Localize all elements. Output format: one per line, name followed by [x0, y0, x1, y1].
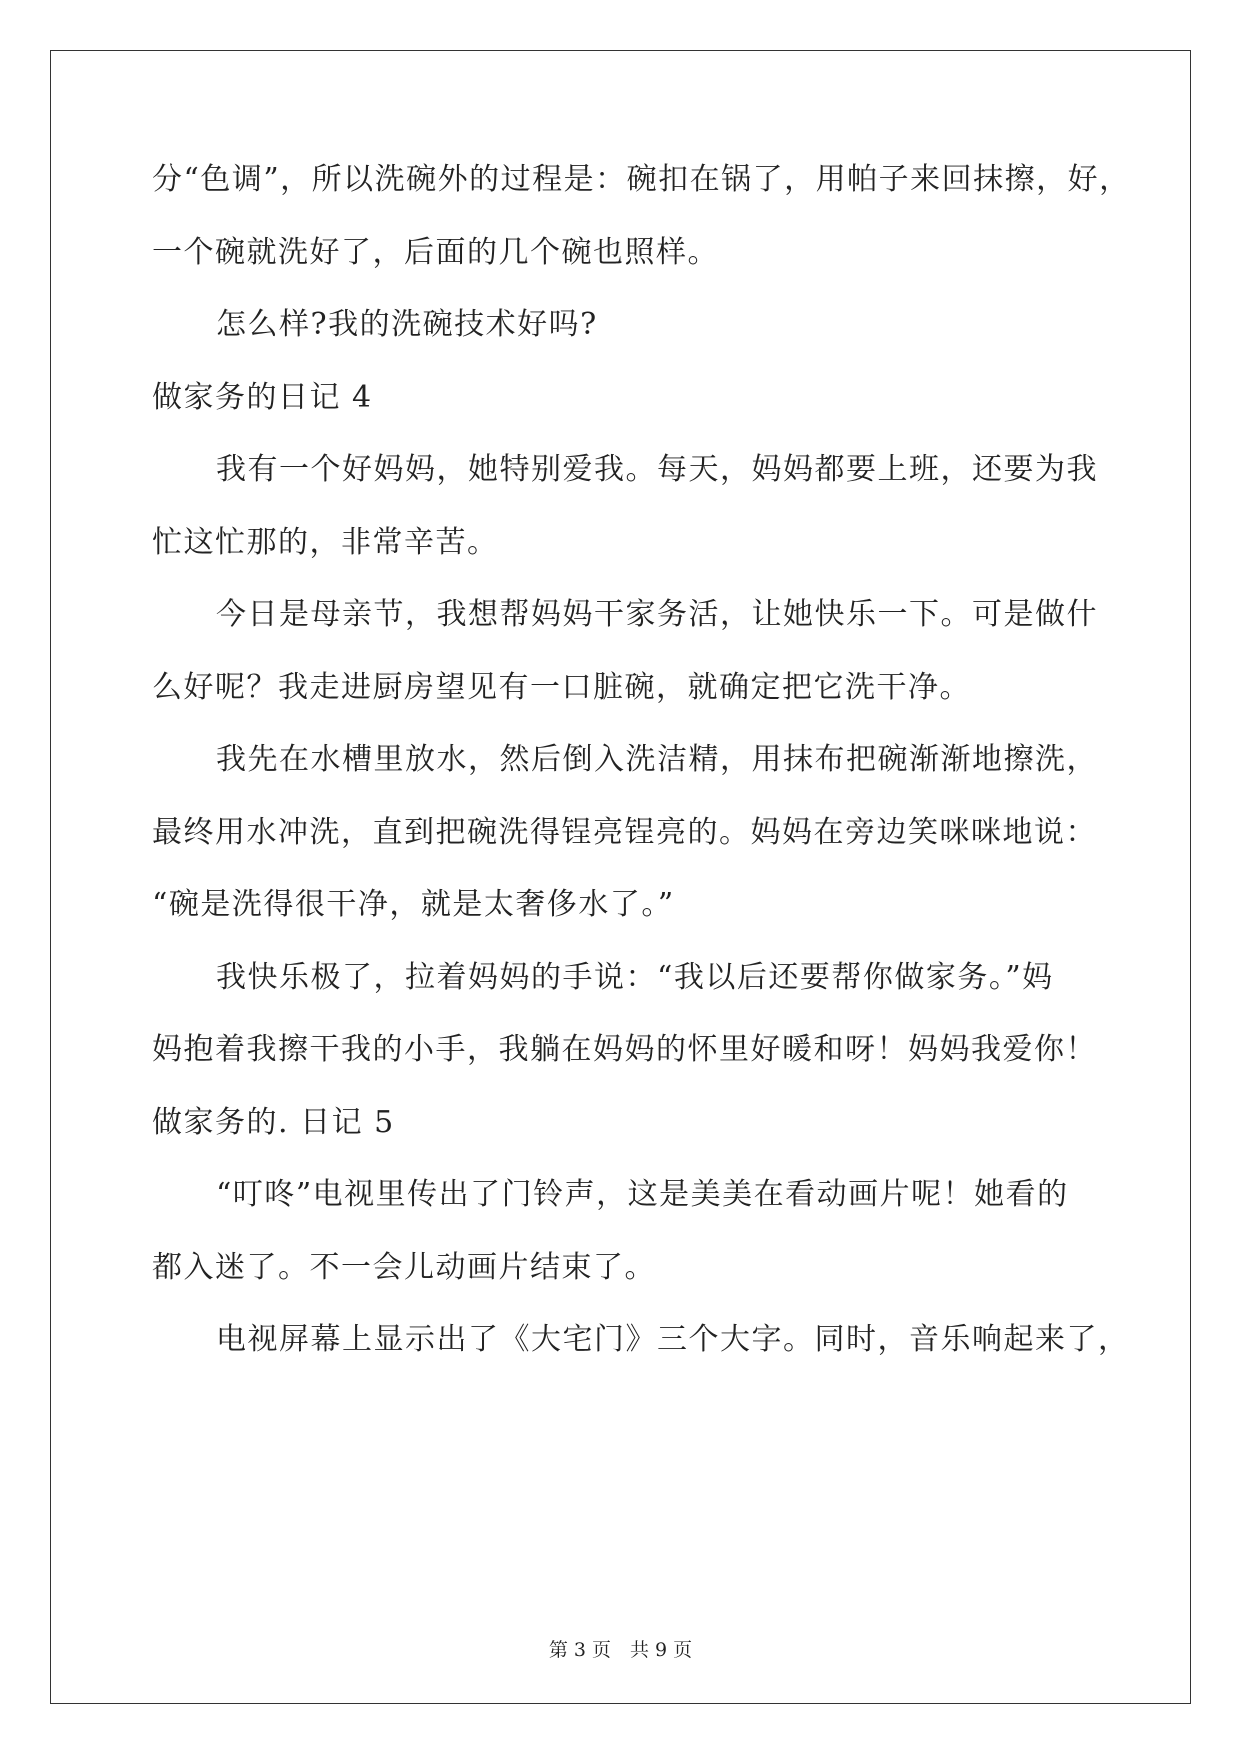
text-line: 最终用水冲洗，直到把碗洗得锃亮锃亮的。妈妈在旁边笑咪咪地说： — [152, 814, 1097, 850]
text-line: 妈抱着我擦干我的小手，我躺在妈妈的怀里好暖和呀！妈妈我爱你！ — [152, 1032, 1097, 1067]
text-line: 我先在水槽里放水，然后倒入洗洁精，用抹布把碗渐渐地擦洗， — [216, 742, 1098, 777]
text-line: 都入迷了。不一会儿动画片结束了。 — [152, 1249, 656, 1285]
text-line: 怎么样?我的洗碗技术好吗? — [216, 307, 598, 342]
text-line: 一个碗就洗好了，后面的几个碗也照样。 — [152, 234, 719, 270]
page-frame — [50, 50, 1191, 1704]
text-line: 做家务的. 日记 5 — [152, 1104, 395, 1140]
text-line: “叮咚”电视里传出了门铃声，这是美美在看动画片呢！她看的 — [216, 1177, 1069, 1212]
text-line: 忙这忙那的，非常辛苦。 — [152, 524, 499, 560]
page-number: 第 3 页 共 9 页 — [548, 1639, 693, 1661]
text-line: 分“色调”，所以洗碗外的过程是：碗扣在锅了，用帕子来回抹擦，好， — [152, 162, 1131, 197]
text-line: 我有一个好妈妈，她特别爱我。每天，妈妈都要上班，还要为我 — [216, 452, 1098, 487]
text-line: 电视屏幕上显示出了《大宅门》三个大字。同时，音乐响起来了， — [216, 1322, 1130, 1357]
text-line: 今日是母亲节，我想帮妈妈干家务活，让她快乐一下。可是做什 — [216, 597, 1098, 632]
text-line: 我快乐极了，拉着妈妈的手说：“我以后还要帮你做家务。”妈 — [216, 959, 1054, 995]
text-line: “碗是洗得很干净，就是太奢侈水了。” — [152, 887, 675, 922]
text-line: 做家务的日记 4 — [152, 379, 373, 415]
text-line: 么好呢？我走进厨房望见有一口脏碗，就确定把它洗干净。 — [152, 669, 971, 705]
